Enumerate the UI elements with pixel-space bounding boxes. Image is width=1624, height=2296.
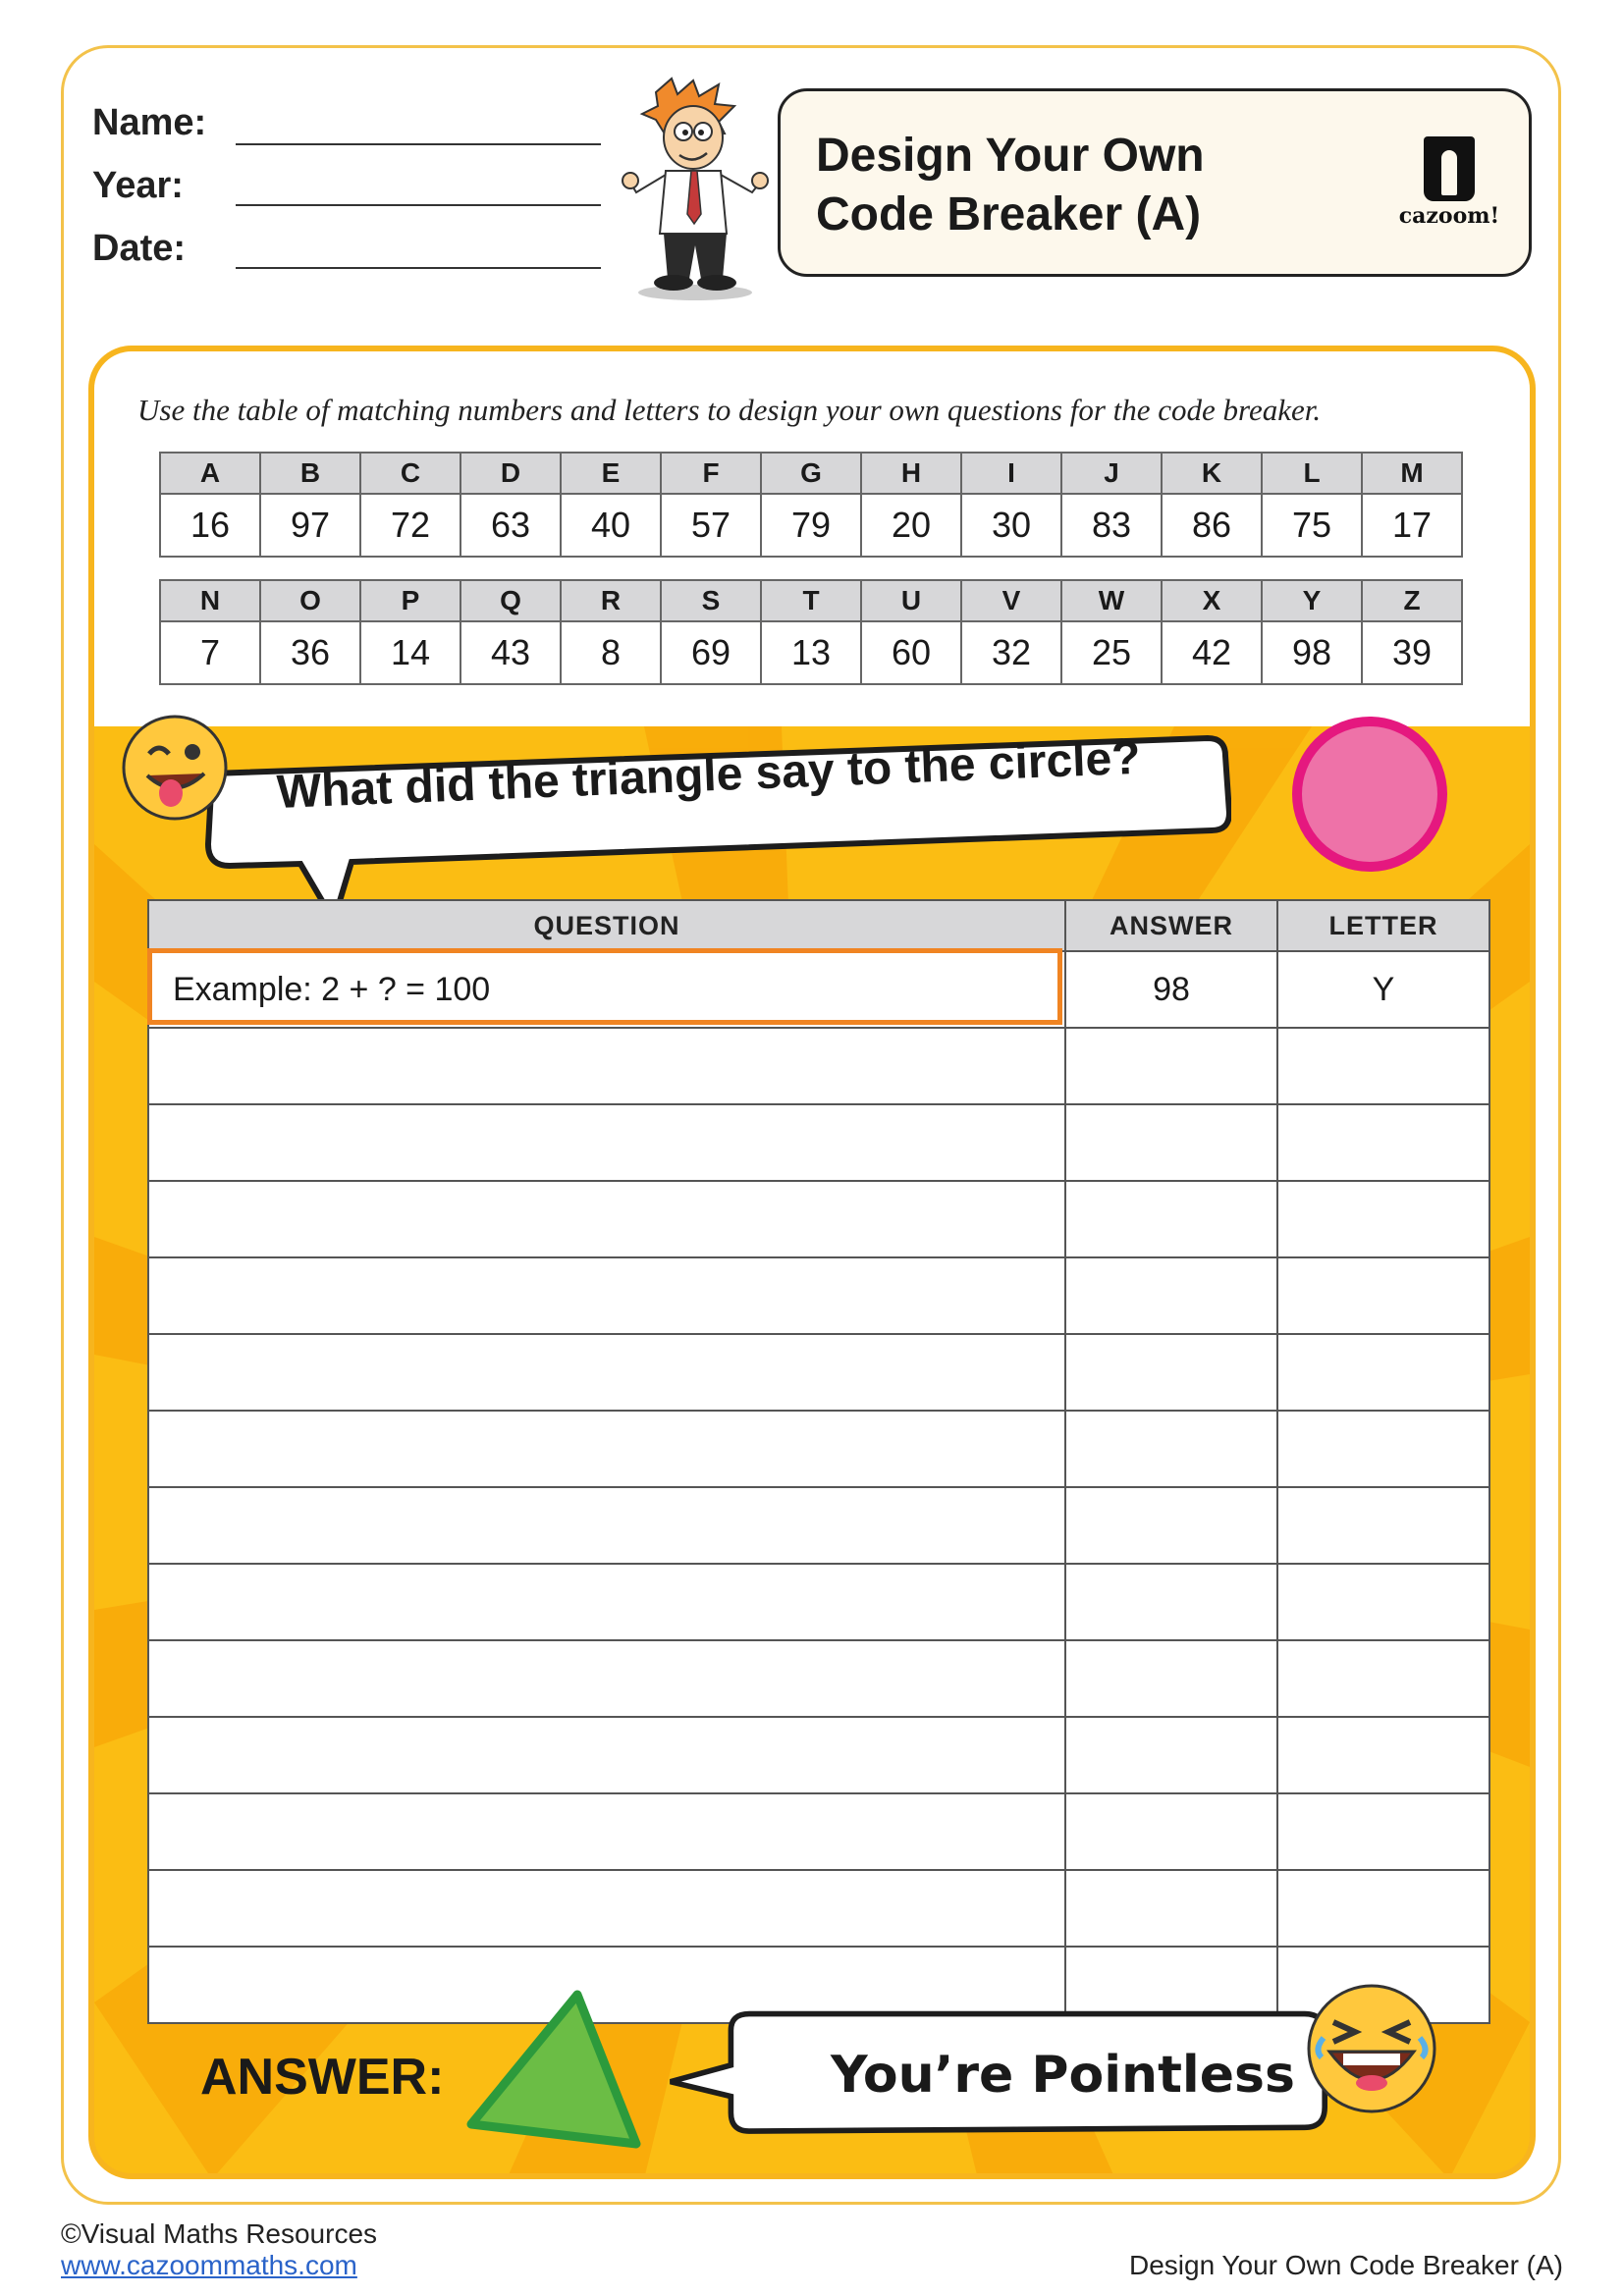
title-line-2: Code Breaker (A) [816, 188, 1202, 240]
code-letter-cell: T [761, 580, 861, 621]
code-number-cell: 42 [1162, 621, 1262, 684]
code-letter-cell: S [661, 580, 761, 621]
code-number-cell: 30 [961, 494, 1061, 557]
code-number-cell: 36 [260, 621, 360, 684]
question-cell[interactable] [148, 1717, 1065, 1793]
answer-cell[interactable] [1065, 1487, 1277, 1564]
answer-cell[interactable] [1065, 1028, 1277, 1104]
code-letter-cell: J [1061, 453, 1162, 494]
code-number-cell: 63 [460, 494, 561, 557]
code-letter-cell: Y [1262, 580, 1362, 621]
letter-cell[interactable] [1277, 1028, 1489, 1104]
blank-question-row [148, 1793, 1489, 1870]
code-number-cell: 14 [360, 621, 460, 684]
code-number-cell: 43 [460, 621, 561, 684]
answer-cell[interactable] [1065, 1717, 1277, 1793]
answer-cell[interactable] [1065, 1181, 1277, 1257]
title-box [778, 88, 1532, 277]
code-letter-cell: Q [460, 580, 561, 621]
code-letter-cell: N [160, 580, 260, 621]
year-line[interactable] [236, 204, 601, 206]
question-cell[interactable] [148, 1564, 1065, 1640]
letter-cell[interactable] [1277, 1870, 1489, 1947]
answer-punchline: You’re Pointless [831, 2046, 1295, 2105]
code-letters-row [160, 453, 1462, 494]
header-letter: LETTER [1277, 900, 1489, 951]
letter-cell[interactable] [1277, 1793, 1489, 1870]
code-number-cell: 72 [360, 494, 460, 557]
code-letter-cell: E [561, 453, 661, 494]
code-number-cell: 39 [1362, 621, 1462, 684]
code-letter-cell: Z [1362, 580, 1462, 621]
question-cell[interactable] [148, 1640, 1065, 1717]
letter-cell[interactable] [1277, 1487, 1489, 1564]
blank-question-row [148, 1028, 1489, 1104]
blank-question-row [148, 1257, 1489, 1334]
code-letter-cell: W [1061, 580, 1162, 621]
code-number-cell: 17 [1362, 494, 1462, 557]
answer-cell[interactable] [1065, 1793, 1277, 1870]
letter-cell[interactable] [1277, 1564, 1489, 1640]
answer-cell[interactable] [1065, 1870, 1277, 1947]
code-number-cell: 13 [761, 621, 861, 684]
code-number-cell: 69 [661, 621, 761, 684]
blank-question-row [148, 1334, 1489, 1411]
letter-cell[interactable] [1277, 1334, 1489, 1411]
answer-cell[interactable] [1065, 1564, 1277, 1640]
code-number-cell: 25 [1061, 621, 1162, 684]
code-number-cell: 40 [561, 494, 661, 557]
code-number-cell: 75 [1262, 494, 1362, 557]
answer-cell[interactable] [1065, 1640, 1277, 1717]
header-answer: ANSWER [1065, 900, 1277, 951]
code-number-cell: 79 [761, 494, 861, 557]
code-letter-cell: M [1362, 453, 1462, 494]
footer-title: Design Your Own Code Breaker (A) [1129, 2250, 1563, 2280]
letter-cell[interactable] [1277, 1640, 1489, 1717]
cazoom-logo [1395, 136, 1503, 229]
code-number-cell: 8 [561, 621, 661, 684]
code-letter-cell: V [961, 580, 1061, 621]
code-numbers-row [160, 621, 1462, 684]
code-number-cell: 83 [1061, 494, 1162, 557]
header-question: QUESTION [148, 900, 1065, 951]
code-number-cell: 7 [160, 621, 260, 684]
letter-cell[interactable] [1277, 1181, 1489, 1257]
code-letter-cell: G [761, 453, 861, 494]
example-highlight-box [147, 948, 1062, 1025]
question-table [147, 899, 1490, 2024]
example-letter: Y [1277, 951, 1489, 1028]
code-letter-cell: K [1162, 453, 1262, 494]
code-number-cell: 16 [160, 494, 260, 557]
question-cell[interactable] [148, 1870, 1065, 1947]
blank-question-row [148, 1640, 1489, 1717]
name-line[interactable] [236, 143, 601, 145]
footer-copyright: ©Visual Maths Resources [61, 2218, 378, 2249]
question-cell[interactable] [148, 1104, 1065, 1181]
blank-question-row [148, 1411, 1489, 1487]
code-number-cell: 98 [1262, 621, 1362, 684]
code-letters-row [160, 580, 1462, 621]
example-question: Example: 2 + ? = 100 [148, 951, 1065, 1028]
answer-cell[interactable] [1065, 1104, 1277, 1181]
code-numbers-row [160, 494, 1462, 557]
question-cell[interactable] [148, 1411, 1065, 1487]
answer-cell[interactable] [1065, 1334, 1277, 1411]
question-cell[interactable] [148, 1793, 1065, 1870]
code-letter-cell: O [260, 580, 360, 621]
winking-emoji-icon [120, 713, 230, 823]
worksheet-title [816, 127, 1205, 244]
answer-cell[interactable] [1065, 1257, 1277, 1334]
question-cell[interactable] [148, 1257, 1065, 1334]
answer-cell[interactable] [1065, 1411, 1277, 1487]
code-number-cell: 57 [661, 494, 761, 557]
cazoom-logo-text: cazoom! [1398, 203, 1500, 229]
code-letter-cell: A [160, 453, 260, 494]
code-number-cell: 20 [861, 494, 961, 557]
blank-question-row [148, 1104, 1489, 1181]
code-letter-cell: H [861, 453, 961, 494]
code-letter-cell: I [961, 453, 1061, 494]
blank-question-row [148, 1487, 1489, 1564]
footer-website-link[interactable]: www.cazoommaths.com [61, 2250, 357, 2280]
example-answer: 98 [1065, 951, 1277, 1028]
letter-cell[interactable] [1277, 1411, 1489, 1487]
code-letter-cell: U [861, 580, 961, 621]
answer-label: ANSWER: [200, 2049, 445, 2106]
code-number-cell: 86 [1162, 494, 1262, 557]
question-cell[interactable] [148, 1028, 1065, 1104]
question-cell[interactable] [148, 1334, 1065, 1411]
year-label: Year: [92, 165, 184, 206]
question-table-header [148, 900, 1489, 951]
blank-question-row [148, 1181, 1489, 1257]
instruction-text: Use the table of matching numbers and letters to design your own questions for the code breaker. [137, 393, 1322, 427]
code-letter-cell: F [661, 453, 761, 494]
green-triangle-shape [461, 1987, 648, 2154]
code-number-cell: 60 [861, 621, 961, 684]
code-letter-cell: B [260, 453, 360, 494]
blank-question-row [148, 1870, 1489, 1947]
letter-cell[interactable] [1277, 1104, 1489, 1181]
title-line-1: Design Your Own [816, 130, 1205, 182]
code-letter-cell: L [1262, 453, 1362, 494]
letter-cell[interactable] [1277, 1257, 1489, 1334]
code-table-n-to-z [159, 579, 1463, 685]
laughing-emoji-icon [1304, 1981, 1439, 2116]
date-label: Date: [92, 228, 187, 269]
code-number-cell: 32 [961, 621, 1061, 684]
pink-circle-shape [1292, 717, 1447, 872]
code-table-a-to-m [159, 452, 1463, 558]
cazoom-cup-icon [1424, 136, 1475, 201]
name-label: Name: [92, 102, 207, 143]
code-letter-cell: C [360, 453, 460, 494]
code-letter-cell: D [460, 453, 561, 494]
letter-cell[interactable] [1277, 1717, 1489, 1793]
blank-question-row [148, 1564, 1489, 1640]
question-cell[interactable] [148, 1487, 1065, 1564]
mascot-illustration [617, 77, 774, 302]
code-number-cell: 97 [260, 494, 360, 557]
code-letter-cell: R [561, 580, 661, 621]
blank-question-row [148, 1717, 1489, 1793]
code-letter-cell: X [1162, 580, 1262, 621]
date-line[interactable] [236, 267, 601, 269]
question-cell[interactable] [148, 1181, 1065, 1257]
riddle-question: What did the triangle say to the circle? [275, 731, 1142, 819]
code-letter-cell: P [360, 580, 460, 621]
